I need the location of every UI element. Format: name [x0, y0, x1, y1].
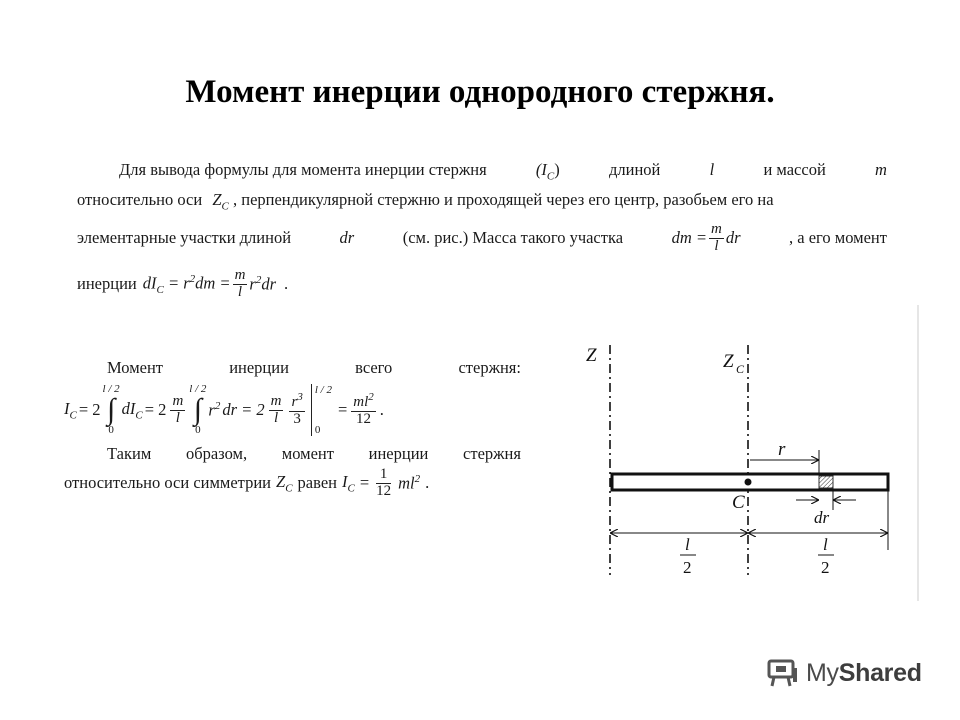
- t: m: [234, 267, 246, 283]
- t: ml: [353, 394, 369, 411]
- watermark-text: [806, 659, 922, 688]
- t: инерции: [368, 444, 429, 463]
- t: m: [270, 392, 282, 409]
- text: , а его момент: [789, 228, 887, 248]
- t: C: [69, 409, 77, 422]
- t: C: [156, 283, 164, 296]
- half-left-num: l: [685, 535, 690, 554]
- dr-symbol: dr: [339, 228, 355, 248]
- t: Таким: [107, 444, 152, 463]
- t: (I: [535, 160, 547, 179]
- dm-formula: [672, 222, 741, 255]
- t: C: [347, 482, 355, 495]
- t: инерции: [229, 358, 289, 377]
- presentation-icon: [766, 658, 800, 688]
- t: r: [291, 394, 298, 411]
- t: 3: [293, 411, 301, 427]
- l-symbol: l: [709, 160, 715, 179]
- integral-formula: [64, 382, 384, 438]
- rod-figure: [560, 305, 930, 605]
- t: dr = 2: [222, 400, 265, 419]
- t: образом,: [185, 444, 248, 463]
- t: l: [237, 283, 243, 300]
- t: ∫: [193, 393, 202, 426]
- t: 12: [356, 411, 372, 427]
- watermark-logo: [766, 658, 922, 688]
- text: , перпендикулярной стержню и проходящей через его центр, разобьем его на: [232, 190, 774, 209]
- zc-symbol: [276, 472, 293, 494]
- t: 0: [314, 424, 321, 436]
- t: l: [273, 409, 279, 426]
- r-label: r: [778, 439, 786, 460]
- z-label: Z: [586, 345, 597, 366]
- t: всего: [355, 358, 393, 377]
- evaluation-bar: [311, 384, 332, 436]
- text: длиной: [609, 160, 661, 179]
- t: стержня: [463, 444, 521, 463]
- t: =: [359, 473, 370, 492]
- t: 2: [255, 274, 262, 286]
- t: l / 2: [314, 384, 332, 396]
- t: 2: [414, 472, 421, 485]
- t: [249, 274, 276, 295]
- t: m: [172, 392, 184, 409]
- t: l / 2: [102, 383, 120, 395]
- ic-symbol: [536, 160, 560, 182]
- para1-line1: [119, 160, 887, 182]
- text: и массой: [763, 160, 826, 179]
- t: dr: [725, 228, 741, 248]
- t: C: [221, 200, 229, 213]
- t: =: [337, 400, 348, 419]
- fraction: [351, 392, 376, 428]
- dr-element: [819, 476, 833, 488]
- t: стержня:: [458, 358, 521, 377]
- page-title: Момент инерции однородного стержня.: [185, 74, 775, 110]
- t: l: [175, 409, 180, 426]
- t: [289, 392, 304, 412]
- t: 1: [376, 467, 391, 484]
- t: dr: [261, 274, 277, 294]
- zc-label-sub: C: [736, 362, 745, 376]
- t: [122, 399, 143, 421]
- integral-sign: [189, 384, 206, 436]
- fraction: [269, 394, 284, 427]
- t: l: [714, 237, 719, 254]
- t: ml: [398, 473, 415, 493]
- t: r: [208, 400, 215, 420]
- t: .: [379, 400, 384, 419]
- t: dm =: [671, 228, 707, 248]
- para2-line3: [107, 444, 521, 464]
- t: 0: [108, 424, 114, 436]
- t: ): [554, 160, 560, 179]
- text: инерции: [77, 274, 137, 294]
- t: 12: [376, 482, 392, 499]
- para1-line4: [77, 268, 288, 301]
- t: I: [64, 398, 70, 418]
- t: My: [806, 658, 839, 687]
- zc-label: Z: [723, 351, 734, 372]
- t: 2: [214, 399, 221, 412]
- t: момент: [281, 444, 334, 463]
- half-right-den: 2: [821, 558, 830, 577]
- t: r: [249, 274, 256, 294]
- ic-symbol: [342, 472, 355, 494]
- para2-line1: [107, 358, 521, 378]
- zc-symbol: [212, 190, 229, 213]
- para2-line4: [64, 466, 429, 500]
- dic-formula: [143, 273, 231, 296]
- t: относительно оси симметрии: [64, 473, 272, 492]
- t: C: [285, 482, 293, 495]
- t: = 2: [144, 400, 167, 419]
- t: 0: [195, 424, 201, 436]
- t: = r: [167, 273, 190, 293]
- t: Shared: [838, 658, 922, 687]
- fraction: [233, 268, 248, 301]
- t: m: [711, 221, 722, 237]
- text: элементарные участки длиной: [77, 228, 292, 248]
- t: [398, 473, 420, 494]
- t: 2: [368, 391, 374, 404]
- integral-sign: [103, 384, 120, 436]
- t: dI: [121, 398, 136, 418]
- t: dm =: [195, 273, 231, 293]
- para1-line2: [77, 190, 774, 212]
- half-left-den: 2: [683, 558, 692, 577]
- fraction: [709, 222, 724, 255]
- text: Для вывода формулы для момента инерции стержня: [119, 160, 487, 179]
- t: .: [425, 473, 430, 492]
- t: 2: [189, 272, 196, 285]
- t: Z: [212, 190, 222, 209]
- t: [351, 392, 376, 412]
- fraction: [170, 394, 185, 427]
- t: l / 2: [189, 383, 207, 395]
- t: Z: [276, 471, 286, 491]
- text: (см. рис.) Масса такого участка: [402, 228, 624, 248]
- t: Момент: [107, 358, 164, 377]
- fraction: [376, 467, 391, 500]
- para1-line3: [77, 222, 887, 255]
- dr-label: dr: [814, 508, 830, 527]
- t: I: [341, 471, 348, 491]
- t: = 2: [78, 400, 101, 419]
- t: .: [284, 274, 289, 294]
- t: [208, 400, 220, 421]
- t: ∫: [106, 393, 116, 426]
- t: равен: [297, 473, 337, 492]
- c-label: C: [732, 492, 745, 513]
- half-right-num: l: [823, 535, 828, 554]
- t: C: [135, 409, 143, 422]
- t: [64, 399, 77, 421]
- t: dI: [142, 273, 157, 293]
- center-point: [745, 479, 752, 486]
- m-symbol: m: [875, 160, 887, 179]
- text: относительно оси: [77, 190, 203, 209]
- t: 3: [297, 391, 303, 404]
- t: C: [546, 170, 555, 183]
- fraction: [289, 392, 304, 428]
